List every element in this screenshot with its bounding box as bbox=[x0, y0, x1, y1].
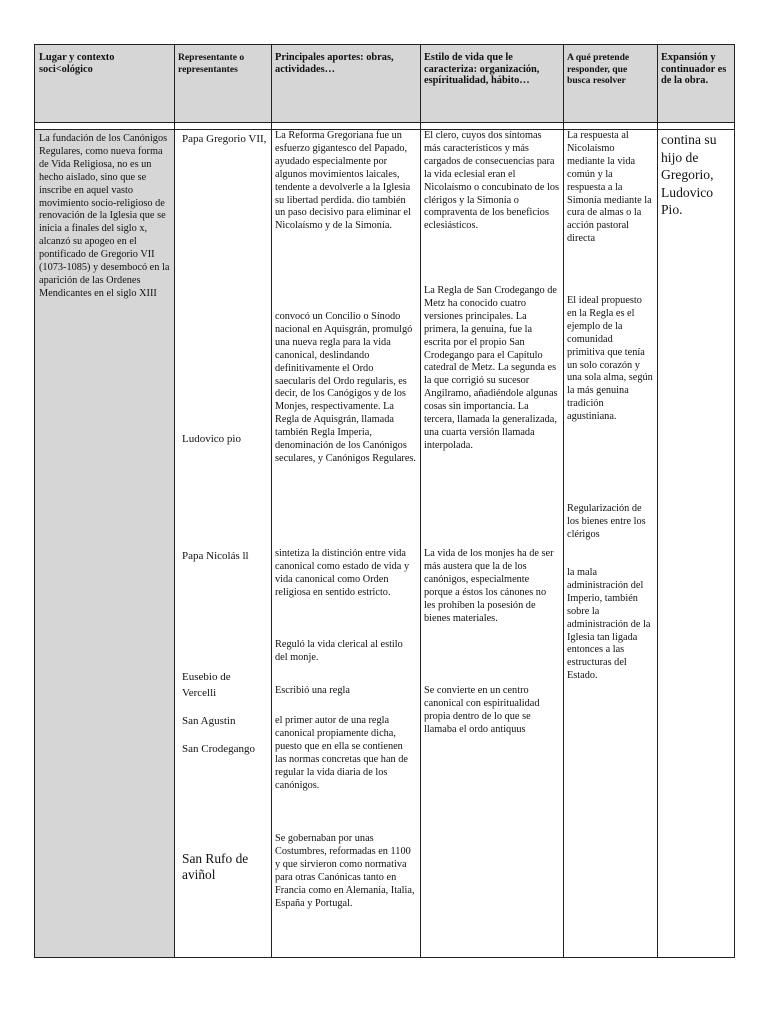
aportes-eusebio: Escribió una regla bbox=[275, 685, 350, 696]
header-que-pretende bbox=[563, 45, 657, 123]
estilo-regla-crodegango: La Regla de San Crodegango de Metz ha conocido cuatro versiones principales. La primera, la genuina, fue la escrita por el propio San Crodegango para el Capítulo catedral de Metz. La segunda es la que corrigió su sucesor Angilramo, añadiéndole algunas cosas sin importancia. La tercera, llamada la generalizada, una cuarta versión llamada interpolada. bbox=[424, 285, 558, 451]
aportes-nicolas: sintetiza la distinción entre vida canonical como estado de vida y vida canonical como Orden religiosa en sentido estricto. bbox=[275, 548, 410, 598]
rep-san-rufo: San Rufo de aviñol bbox=[182, 851, 249, 882]
aportes-aquisgran: convocó un Concilio o Sínodo nacional en Aquisgrán, promulgó una nueva regla para la vida canonical, deslindando definitivamente el Ordo saecularis del Ordo regularis, es decir, de los Canógigos y de los Monjes, respectivamente. La Regla de Aquisgrán, llamada también Regla Imperia, denominación de los Canónigos seculares, y Canónigos Regulares. bbox=[275, 311, 416, 464]
header-text: A qué pretende responder, que busca resolver bbox=[567, 52, 630, 86]
header-expansion bbox=[657, 45, 734, 123]
header-text: Estilo de vida que le caracteriza: organización, espíritualidad, hábito… bbox=[424, 52, 540, 86]
comparison-table bbox=[34, 44, 735, 958]
header-estilo-de-vida bbox=[420, 45, 563, 123]
rep-eusebio: Eusebio de Vercelli bbox=[182, 671, 231, 699]
estilo-clero: El clero, cuyos dos síntomas más característicos y más cargados de consecuencias para la vida eclesial eran el Nicolaísmo o concubinato de los clérigos y la Simonía o compraventa de los beneficios eclesiásticos. bbox=[424, 130, 559, 232]
header-text: Principales aportes: obras, actividades… bbox=[275, 52, 394, 75]
estilo-centro-canonical: Se convierte en un centro canonical con espiritualidad propia dentro de lo que se llamaba el ordo antiquus bbox=[424, 685, 540, 735]
expansion-text: contina su hijo de Gregorio, Ludovico Pio. bbox=[661, 132, 717, 217]
responder-bienes: Regularización de los bienes entre los clérigos bbox=[567, 503, 646, 540]
rep-crodegango: San Crodegango bbox=[182, 743, 256, 755]
responder-ideal: El ideal propuesto en la Regla es el ejemplo de la comunidad primitiva que tenía un solo corazón y una sola alma, según la más genuina tradición agustiniana. bbox=[567, 295, 653, 423]
estilo-monjes: La vida de los monjes ha de ser más austera que la de los canónigos, especialmente porque a éstos los cánones no les prohíben la posesión de bienes materiales. bbox=[424, 548, 554, 624]
header-text: Lugar y contexto soci<ológico bbox=[39, 52, 115, 75]
rep-ludovico: Ludovico pio bbox=[182, 433, 241, 445]
header-text: Representante o representantes bbox=[178, 52, 245, 75]
rep-gregorio: Papa Gregorio VII, bbox=[182, 133, 267, 145]
header-principales-aportes bbox=[271, 45, 420, 123]
aportes-reforma: La Reforma Gregoriana fue un esfuerzo gigantesco del Papado, ayudado especialmente por algunos movimientos laicales, tendente a devolverle a la Iglesia su libertad perdida. dio también un paso decisivo para eliminar el Nicolaísmo y de la Simonía. bbox=[275, 130, 411, 232]
responder-imperio: la mala administración del Imperio, también sobre la administración de la Iglesia tan ligada entonces a las estructuras del Estado. bbox=[567, 567, 651, 682]
header-gap bbox=[35, 123, 734, 130]
responder-nicolaismo: La respuesta al Nicolaísmo mediante la vida común y la respuesta a la Simonía mediante la cura de almas o la acción pastoral directa bbox=[567, 130, 652, 245]
header-lugar-contexto bbox=[35, 45, 174, 123]
header-text: Expansión y continuador es de la obra. bbox=[661, 52, 727, 86]
rep-agustin: San Agustin bbox=[182, 715, 236, 727]
aportes-vida-clerical: Reguló la vida clerical al estilo del monje. bbox=[275, 639, 403, 663]
header-representantes bbox=[174, 45, 271, 123]
context-text: La fundación de los Canónigos Regulares, como nueva forma de Vida Religiosa, no es un hecho aislado, sino que se inscribe en aquel vasto movimiento socio-religioso de renovación de la Iglesia que se inicia a finales del siglo x, alcanzó su apogeo en el pontificado de Gregorio VII (1073-1085) y desembocó en la aparición de las Ordenes Mendicantes en el siglo XIII bbox=[39, 133, 170, 299]
aportes-agustin: el primer autor de una regla canonical propiamente dicha, puesto que en ella se contienen las normas concretas que han de regular la vida diaria de los canónigos. bbox=[275, 715, 408, 791]
column-divider bbox=[174, 45, 175, 957]
aportes-san-rufo: Se gobernaban por unas Costumbres, reformadas en 1100 y que sirvieron como normativa para otras Canónicas tanto en Francia como en Alemania, Italia, España y Portugal. bbox=[275, 833, 415, 909]
rep-nicolas: Papa Nicolás ll bbox=[182, 550, 249, 562]
